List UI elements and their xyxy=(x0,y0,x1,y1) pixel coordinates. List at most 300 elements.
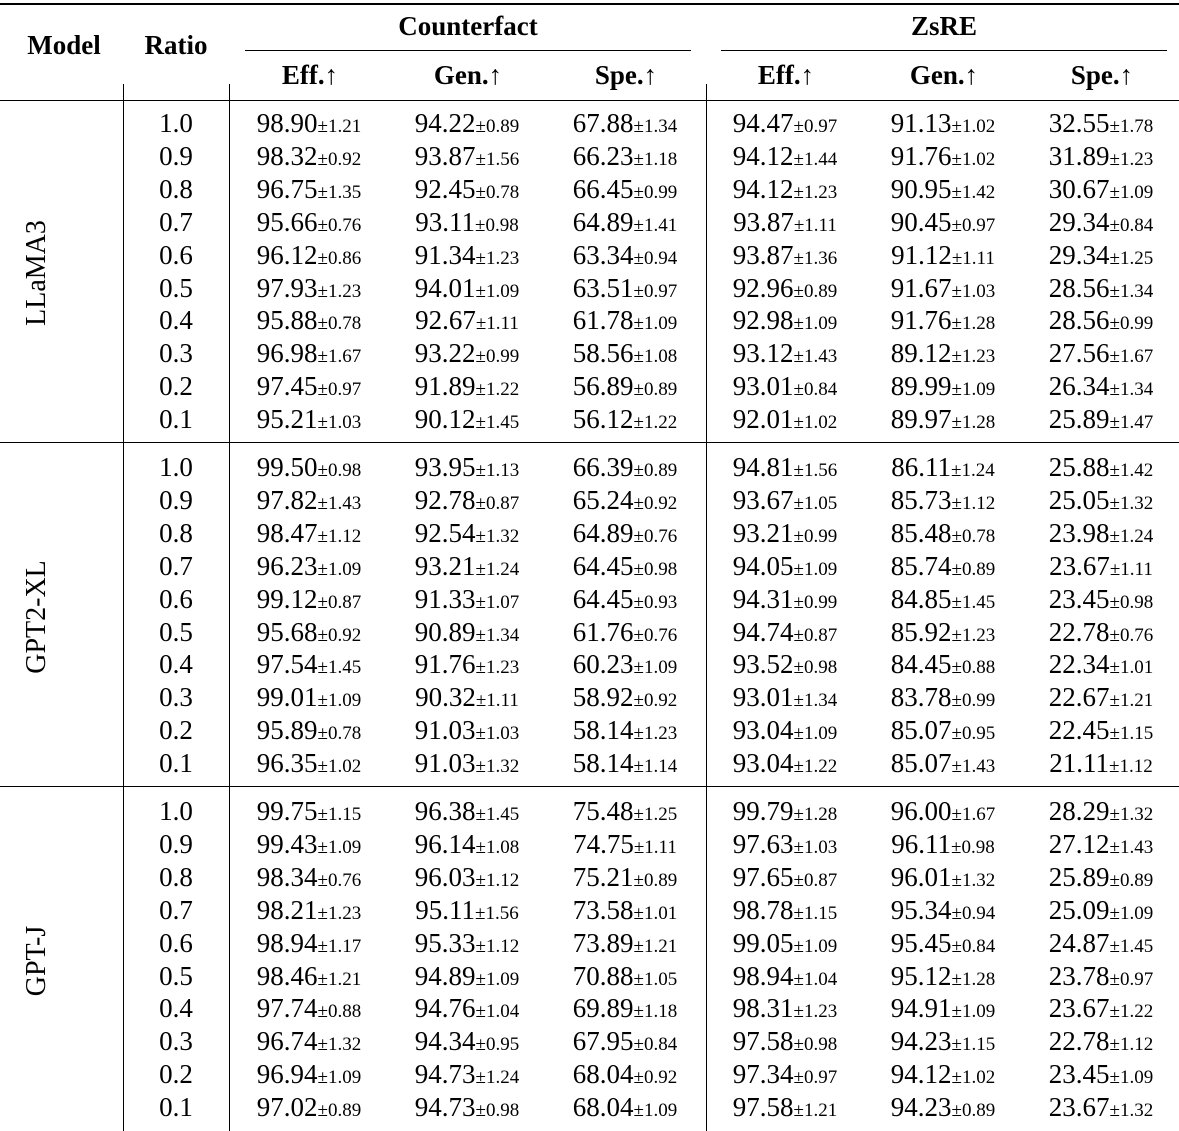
value-cell xyxy=(863,1026,1023,1060)
value-cell xyxy=(863,452,1023,486)
std-value: ±1.22 xyxy=(475,379,520,401)
std-value: ±0.88 xyxy=(317,1001,362,1023)
std-value: ±1.42 xyxy=(951,181,996,203)
header-zs-gen: Gen.↑ xyxy=(909,60,979,90)
value-cell xyxy=(705,338,865,372)
std-value: ±1.21 xyxy=(1109,690,1154,712)
value-cell xyxy=(229,452,389,486)
mean-value: 23.45 xyxy=(1048,1059,1110,1090)
std-value: ±0.78 xyxy=(317,313,362,335)
std-value: ±1.67 xyxy=(1109,346,1154,368)
value-cell xyxy=(229,796,389,830)
value-cell xyxy=(863,371,1023,405)
counterfact-underline xyxy=(245,50,691,51)
mean-value: 92.98 xyxy=(732,305,794,336)
std-value: ±0.84 xyxy=(1109,214,1154,236)
std-value: ±1.34 xyxy=(1109,379,1154,401)
mean-value: 95.21 xyxy=(256,404,318,435)
mean-value: 99.12 xyxy=(256,583,318,614)
mean-value: 28.56 xyxy=(1048,272,1110,303)
mean-value: 23.67 xyxy=(1048,993,1110,1024)
value-cell xyxy=(545,338,705,372)
std-value: ±0.76 xyxy=(317,869,362,891)
mean-value: 93.12 xyxy=(732,338,794,369)
value-cell xyxy=(545,305,705,339)
mean-value: 93.22 xyxy=(414,338,476,369)
std-value: ±0.89 xyxy=(475,116,520,137)
value-cell xyxy=(387,108,547,142)
value-cell xyxy=(229,338,389,372)
mean-value: 91.03 xyxy=(414,715,476,746)
mean-value: 91.34 xyxy=(414,239,476,270)
value-cell xyxy=(705,1092,865,1126)
ratio-cell: 0.4 xyxy=(159,649,193,680)
std-value: ±1.45 xyxy=(475,412,520,434)
std-value: ±0.98 xyxy=(793,657,838,679)
mean-value: 97.02 xyxy=(256,1092,318,1123)
std-value: ±1.32 xyxy=(317,1034,362,1056)
value-cell xyxy=(545,1026,705,1060)
mean-value: 84.45 xyxy=(890,649,952,680)
std-value: ±1.09 xyxy=(317,1067,362,1089)
mean-value: 75.48 xyxy=(572,796,634,826)
std-value: ±1.21 xyxy=(633,935,678,957)
value-cell xyxy=(387,748,547,782)
mean-value: 67.88 xyxy=(572,108,634,138)
mean-value: 90.12 xyxy=(414,404,476,435)
value-cell xyxy=(545,584,705,618)
std-value: ±1.43 xyxy=(951,756,996,778)
std-value: ±0.89 xyxy=(793,280,838,302)
mean-value: 94.91 xyxy=(890,993,952,1024)
value-cell xyxy=(387,1059,547,1093)
std-value: ±1.09 xyxy=(793,558,838,580)
value-cell xyxy=(387,1026,547,1060)
value-cell xyxy=(229,617,389,651)
mean-value: 93.21 xyxy=(732,517,794,548)
std-value: ±1.67 xyxy=(317,346,362,368)
value-cell xyxy=(705,928,865,962)
mean-value: 25.88 xyxy=(1048,452,1110,482)
ratio-cell: 0.6 xyxy=(159,239,193,270)
std-value: ±1.12 xyxy=(475,869,520,891)
mean-value: 89.12 xyxy=(890,338,952,369)
mean-value: 94.89 xyxy=(414,960,476,991)
value-cell xyxy=(229,518,389,552)
std-value: ±1.78 xyxy=(1109,116,1154,137)
std-value: ±0.98 xyxy=(475,214,519,236)
std-value: ±1.12 xyxy=(317,525,362,547)
mean-value: 22.45 xyxy=(1048,715,1110,746)
mean-value: 70.88 xyxy=(572,960,634,991)
std-value: ±1.32 xyxy=(1109,1100,1154,1122)
mean-value: 65.24 xyxy=(572,484,634,515)
value-cell xyxy=(229,305,389,339)
value-cell xyxy=(705,993,865,1027)
value-cell xyxy=(545,1059,705,1093)
value-cell xyxy=(1021,862,1179,896)
std-value: ±0.97 xyxy=(1109,968,1154,990)
mean-value: 58.14 xyxy=(572,715,634,746)
mean-value: 85.07 xyxy=(890,715,952,746)
std-value: ±1.03 xyxy=(951,280,996,302)
value-cell xyxy=(229,141,389,175)
value-cell xyxy=(705,141,865,175)
ratio-cell: 0.3 xyxy=(159,338,193,369)
ratio-cell: 0.9 xyxy=(159,484,193,515)
mean-value: 92.96 xyxy=(732,272,794,303)
value-cell xyxy=(387,617,547,651)
value-cell xyxy=(863,273,1023,307)
mean-value: 95.88 xyxy=(256,305,318,336)
group-separator-2 xyxy=(0,786,1179,787)
value-cell xyxy=(1021,404,1179,438)
std-value: ±1.44 xyxy=(793,148,838,170)
std-value: ±1.03 xyxy=(475,723,520,745)
value-cell xyxy=(705,715,865,749)
std-value: ±1.23 xyxy=(793,181,838,203)
std-value: ±1.11 xyxy=(1109,558,1153,580)
value-cell xyxy=(545,273,705,307)
header-rule xyxy=(0,100,1179,101)
value-cell xyxy=(545,928,705,962)
mean-value: 95.34 xyxy=(890,894,952,925)
model-label: GPT2-XL xyxy=(21,559,52,674)
value-cell xyxy=(1021,305,1179,339)
value-cell xyxy=(705,485,865,519)
ratio-cell: 0.5 xyxy=(159,960,193,991)
value-cell xyxy=(387,207,547,241)
mean-value: 30.67 xyxy=(1048,173,1110,204)
std-value: ±1.25 xyxy=(633,804,678,825)
std-value: ±1.25 xyxy=(1109,247,1154,269)
std-value: ±1.02 xyxy=(951,148,996,170)
std-value: ±0.84 xyxy=(633,1034,678,1056)
value-cell xyxy=(1021,1092,1179,1126)
value-cell xyxy=(705,273,865,307)
mean-value: 94.01 xyxy=(414,272,476,303)
value-cell xyxy=(545,404,705,438)
mean-value: 93.04 xyxy=(732,748,794,779)
header-cf-gen: Gen.↑ xyxy=(433,60,503,90)
std-value: ±1.24 xyxy=(1109,525,1154,547)
mean-value: 93.87 xyxy=(732,239,794,270)
mean-value: 99.75 xyxy=(256,796,318,826)
value-cell xyxy=(229,273,389,307)
value-cell xyxy=(705,1059,865,1093)
value-cell xyxy=(387,993,547,1027)
std-value: ±0.76 xyxy=(633,525,678,547)
mean-value: 27.12 xyxy=(1048,828,1110,859)
value-cell xyxy=(545,862,705,896)
mean-value: 99.01 xyxy=(256,682,318,713)
value-cell xyxy=(1021,551,1179,585)
mean-value: 93.87 xyxy=(414,140,476,171)
value-cell xyxy=(863,1092,1023,1126)
mean-value: 92.78 xyxy=(414,484,476,515)
std-value: ±0.89 xyxy=(1109,869,1154,891)
std-value: ±0.84 xyxy=(951,935,996,957)
mean-value: 85.92 xyxy=(890,616,952,647)
value-cell xyxy=(387,338,547,372)
std-value: ±1.45 xyxy=(951,591,996,613)
ratio-cell: 0.9 xyxy=(159,140,193,171)
std-value: ±1.35 xyxy=(317,181,362,203)
std-value: ±1.09 xyxy=(1109,1067,1154,1089)
mean-value: 28.29 xyxy=(1048,796,1110,826)
ratio-cell: 0.9 xyxy=(159,828,193,859)
std-value: ±0.92 xyxy=(633,1067,678,1089)
std-value: ±0.92 xyxy=(633,492,678,514)
std-value: ±1.28 xyxy=(951,968,996,990)
std-value: ±1.24 xyxy=(475,558,520,580)
value-cell xyxy=(863,108,1023,142)
value-cell xyxy=(545,748,705,782)
std-value: ±1.56 xyxy=(793,460,838,481)
mean-value: 98.47 xyxy=(256,517,318,548)
value-cell xyxy=(705,829,865,863)
value-cell xyxy=(863,141,1023,175)
std-value: ±0.88 xyxy=(951,657,996,679)
mean-value: 93.67 xyxy=(732,484,794,515)
std-value: ±0.92 xyxy=(317,148,362,170)
zsre-underline xyxy=(721,50,1167,51)
std-value: ±0.97 xyxy=(633,280,678,302)
mean-value: 89.97 xyxy=(890,404,952,435)
mean-value: 99.05 xyxy=(732,927,794,958)
mean-value: 94.23 xyxy=(890,1092,952,1123)
std-value: ±1.09 xyxy=(793,313,838,335)
value-cell xyxy=(229,174,389,208)
mean-value: 91.12 xyxy=(891,239,952,270)
std-value: ±1.32 xyxy=(475,756,520,778)
mean-value: 97.63 xyxy=(732,828,794,859)
std-value: ±1.34 xyxy=(633,116,678,137)
value-cell xyxy=(1021,796,1179,830)
value-cell xyxy=(863,928,1023,962)
mean-value: 29.34 xyxy=(1048,239,1110,270)
ratio-cell: 0.1 xyxy=(159,748,193,779)
value-cell xyxy=(1021,829,1179,863)
value-cell xyxy=(705,518,865,552)
std-value: ±1.08 xyxy=(475,836,520,858)
value-cell xyxy=(545,617,705,651)
mean-value: 69.89 xyxy=(572,993,634,1024)
std-value: ±0.86 xyxy=(317,247,362,269)
value-cell xyxy=(1021,174,1179,208)
mean-value: 68.04 xyxy=(572,1059,634,1090)
mean-value: 27.56 xyxy=(1048,338,1110,369)
value-cell xyxy=(545,715,705,749)
mean-value: 97.58 xyxy=(732,1092,794,1123)
mean-value: 66.23 xyxy=(572,140,634,171)
std-value: ±0.98 xyxy=(633,558,678,580)
value-cell xyxy=(229,649,389,683)
std-value: ±0.76 xyxy=(633,624,678,646)
std-value: ±1.14 xyxy=(633,756,678,778)
value-cell xyxy=(863,649,1023,683)
value-cell xyxy=(229,240,389,274)
value-cell xyxy=(545,961,705,995)
value-cell xyxy=(705,240,865,274)
mean-value: 95.11 xyxy=(415,894,476,925)
std-value: ±1.47 xyxy=(1109,412,1154,434)
std-value: ±0.99 xyxy=(1109,313,1154,335)
value-cell xyxy=(705,682,865,716)
value-cell xyxy=(1021,108,1179,142)
value-cell xyxy=(1021,584,1179,618)
mean-value: 64.45 xyxy=(572,550,634,581)
std-value: ±1.09 xyxy=(951,379,996,401)
mean-value: 97.93 xyxy=(256,272,318,303)
std-value: ±1.28 xyxy=(951,313,996,335)
value-cell xyxy=(705,584,865,618)
mean-value: 95.68 xyxy=(256,616,318,647)
value-cell xyxy=(863,584,1023,618)
std-value: ±1.09 xyxy=(317,558,362,580)
value-cell xyxy=(705,649,865,683)
std-value: ±1.02 xyxy=(951,1067,996,1089)
mean-value: 96.01 xyxy=(890,861,952,892)
value-cell xyxy=(387,796,547,830)
std-value: ±1.32 xyxy=(1109,492,1154,514)
mean-value: 61.78 xyxy=(572,305,634,336)
mean-value: 99.50 xyxy=(256,452,318,482)
value-cell xyxy=(545,207,705,241)
value-cell xyxy=(545,829,705,863)
std-value: ±1.09 xyxy=(633,657,678,679)
mean-value: 93.95 xyxy=(414,452,476,482)
mean-value: 66.45 xyxy=(572,173,634,204)
std-value: ±1.09 xyxy=(951,1001,996,1023)
value-cell xyxy=(545,993,705,1027)
value-cell xyxy=(387,371,547,405)
std-value: ±1.23 xyxy=(317,902,362,924)
std-value: ±1.01 xyxy=(1109,657,1154,679)
value-cell xyxy=(863,174,1023,208)
group-separator-1 xyxy=(0,442,1179,443)
value-cell xyxy=(545,649,705,683)
std-value: ±0.94 xyxy=(951,902,996,924)
value-cell xyxy=(863,895,1023,929)
value-cell xyxy=(863,404,1023,438)
mean-value: 96.23 xyxy=(256,550,318,581)
std-value: ±1.11 xyxy=(951,247,995,269)
mean-value: 96.11 xyxy=(891,828,952,859)
value-cell xyxy=(1021,895,1179,929)
std-value: ±1.56 xyxy=(475,902,519,924)
std-value: ±0.89 xyxy=(633,869,678,891)
mean-value: 94.34 xyxy=(414,1026,476,1057)
value-cell xyxy=(229,829,389,863)
mean-value: 97.65 xyxy=(732,861,794,892)
value-cell xyxy=(705,617,865,651)
value-cell xyxy=(229,1092,389,1126)
std-value: ±1.23 xyxy=(475,657,520,679)
value-cell xyxy=(863,862,1023,896)
value-cell xyxy=(387,273,547,307)
std-value: ±1.09 xyxy=(475,968,520,990)
std-value: ±0.99 xyxy=(793,525,838,547)
value-cell xyxy=(229,715,389,749)
std-value: ±1.09 xyxy=(317,836,362,858)
value-cell xyxy=(705,1026,865,1060)
value-cell xyxy=(387,715,547,749)
value-cell xyxy=(1021,240,1179,274)
mean-value: 25.89 xyxy=(1048,861,1110,892)
mean-value: 56.89 xyxy=(572,371,634,402)
mean-value: 58.56 xyxy=(572,338,634,369)
value-cell xyxy=(1021,1026,1179,1060)
value-cell xyxy=(387,551,547,585)
value-cell xyxy=(1021,961,1179,995)
value-cell xyxy=(229,993,389,1027)
value-cell xyxy=(387,961,547,995)
mean-value: 94.12 xyxy=(732,140,794,171)
mean-value: 93.11 xyxy=(415,206,476,237)
value-cell xyxy=(705,452,865,486)
value-cell xyxy=(705,862,865,896)
mean-value: 24.87 xyxy=(1048,927,1110,958)
value-cell xyxy=(229,371,389,405)
mean-value: 85.48 xyxy=(890,517,952,548)
mean-value: 96.14 xyxy=(414,828,476,859)
std-value: ±1.23 xyxy=(951,624,996,646)
std-value: ±1.05 xyxy=(793,492,838,514)
value-cell xyxy=(1021,141,1179,175)
value-cell xyxy=(705,108,865,142)
mean-value: 68.04 xyxy=(572,1092,634,1123)
std-value: ±0.99 xyxy=(475,346,520,368)
model-label: GPT-J xyxy=(21,925,52,996)
mean-value: 58.14 xyxy=(572,748,634,779)
std-value: ±1.02 xyxy=(317,756,362,778)
mean-value: 97.45 xyxy=(256,371,318,402)
mean-value: 93.21 xyxy=(414,550,476,581)
mean-value: 97.82 xyxy=(256,484,318,515)
std-value: ±1.28 xyxy=(951,412,996,434)
std-value: ±1.09 xyxy=(633,1100,678,1122)
std-value: ±1.04 xyxy=(793,968,838,990)
ratio-cell: 0.7 xyxy=(159,550,193,581)
value-cell xyxy=(863,617,1023,651)
mean-value: 85.73 xyxy=(890,484,952,515)
std-value: ±0.98 xyxy=(475,1100,520,1122)
mean-value: 23.45 xyxy=(1048,583,1110,614)
mean-value: 85.07 xyxy=(890,748,952,779)
std-value: ±1.22 xyxy=(633,412,678,434)
ratio-cell: 0.4 xyxy=(159,305,193,336)
value-cell xyxy=(387,928,547,962)
mean-value: 75.21 xyxy=(572,861,634,892)
ratio-cell: 0.1 xyxy=(159,1092,193,1123)
value-cell xyxy=(863,305,1023,339)
mean-value: 98.21 xyxy=(256,894,318,925)
mean-value: 96.75 xyxy=(256,173,318,204)
std-value: ±1.41 xyxy=(633,214,678,236)
value-cell xyxy=(229,485,389,519)
value-cell xyxy=(545,682,705,716)
std-value: ±0.95 xyxy=(951,723,996,745)
mean-value: 98.94 xyxy=(732,960,794,991)
mean-value: 96.74 xyxy=(256,1026,318,1057)
ratio-cell: 1.0 xyxy=(159,108,193,138)
std-value: ±1.11 xyxy=(475,313,519,335)
value-cell xyxy=(229,207,389,241)
std-value: ±1.09 xyxy=(317,690,362,712)
value-cell xyxy=(229,584,389,618)
std-value: ±1.08 xyxy=(633,346,678,368)
